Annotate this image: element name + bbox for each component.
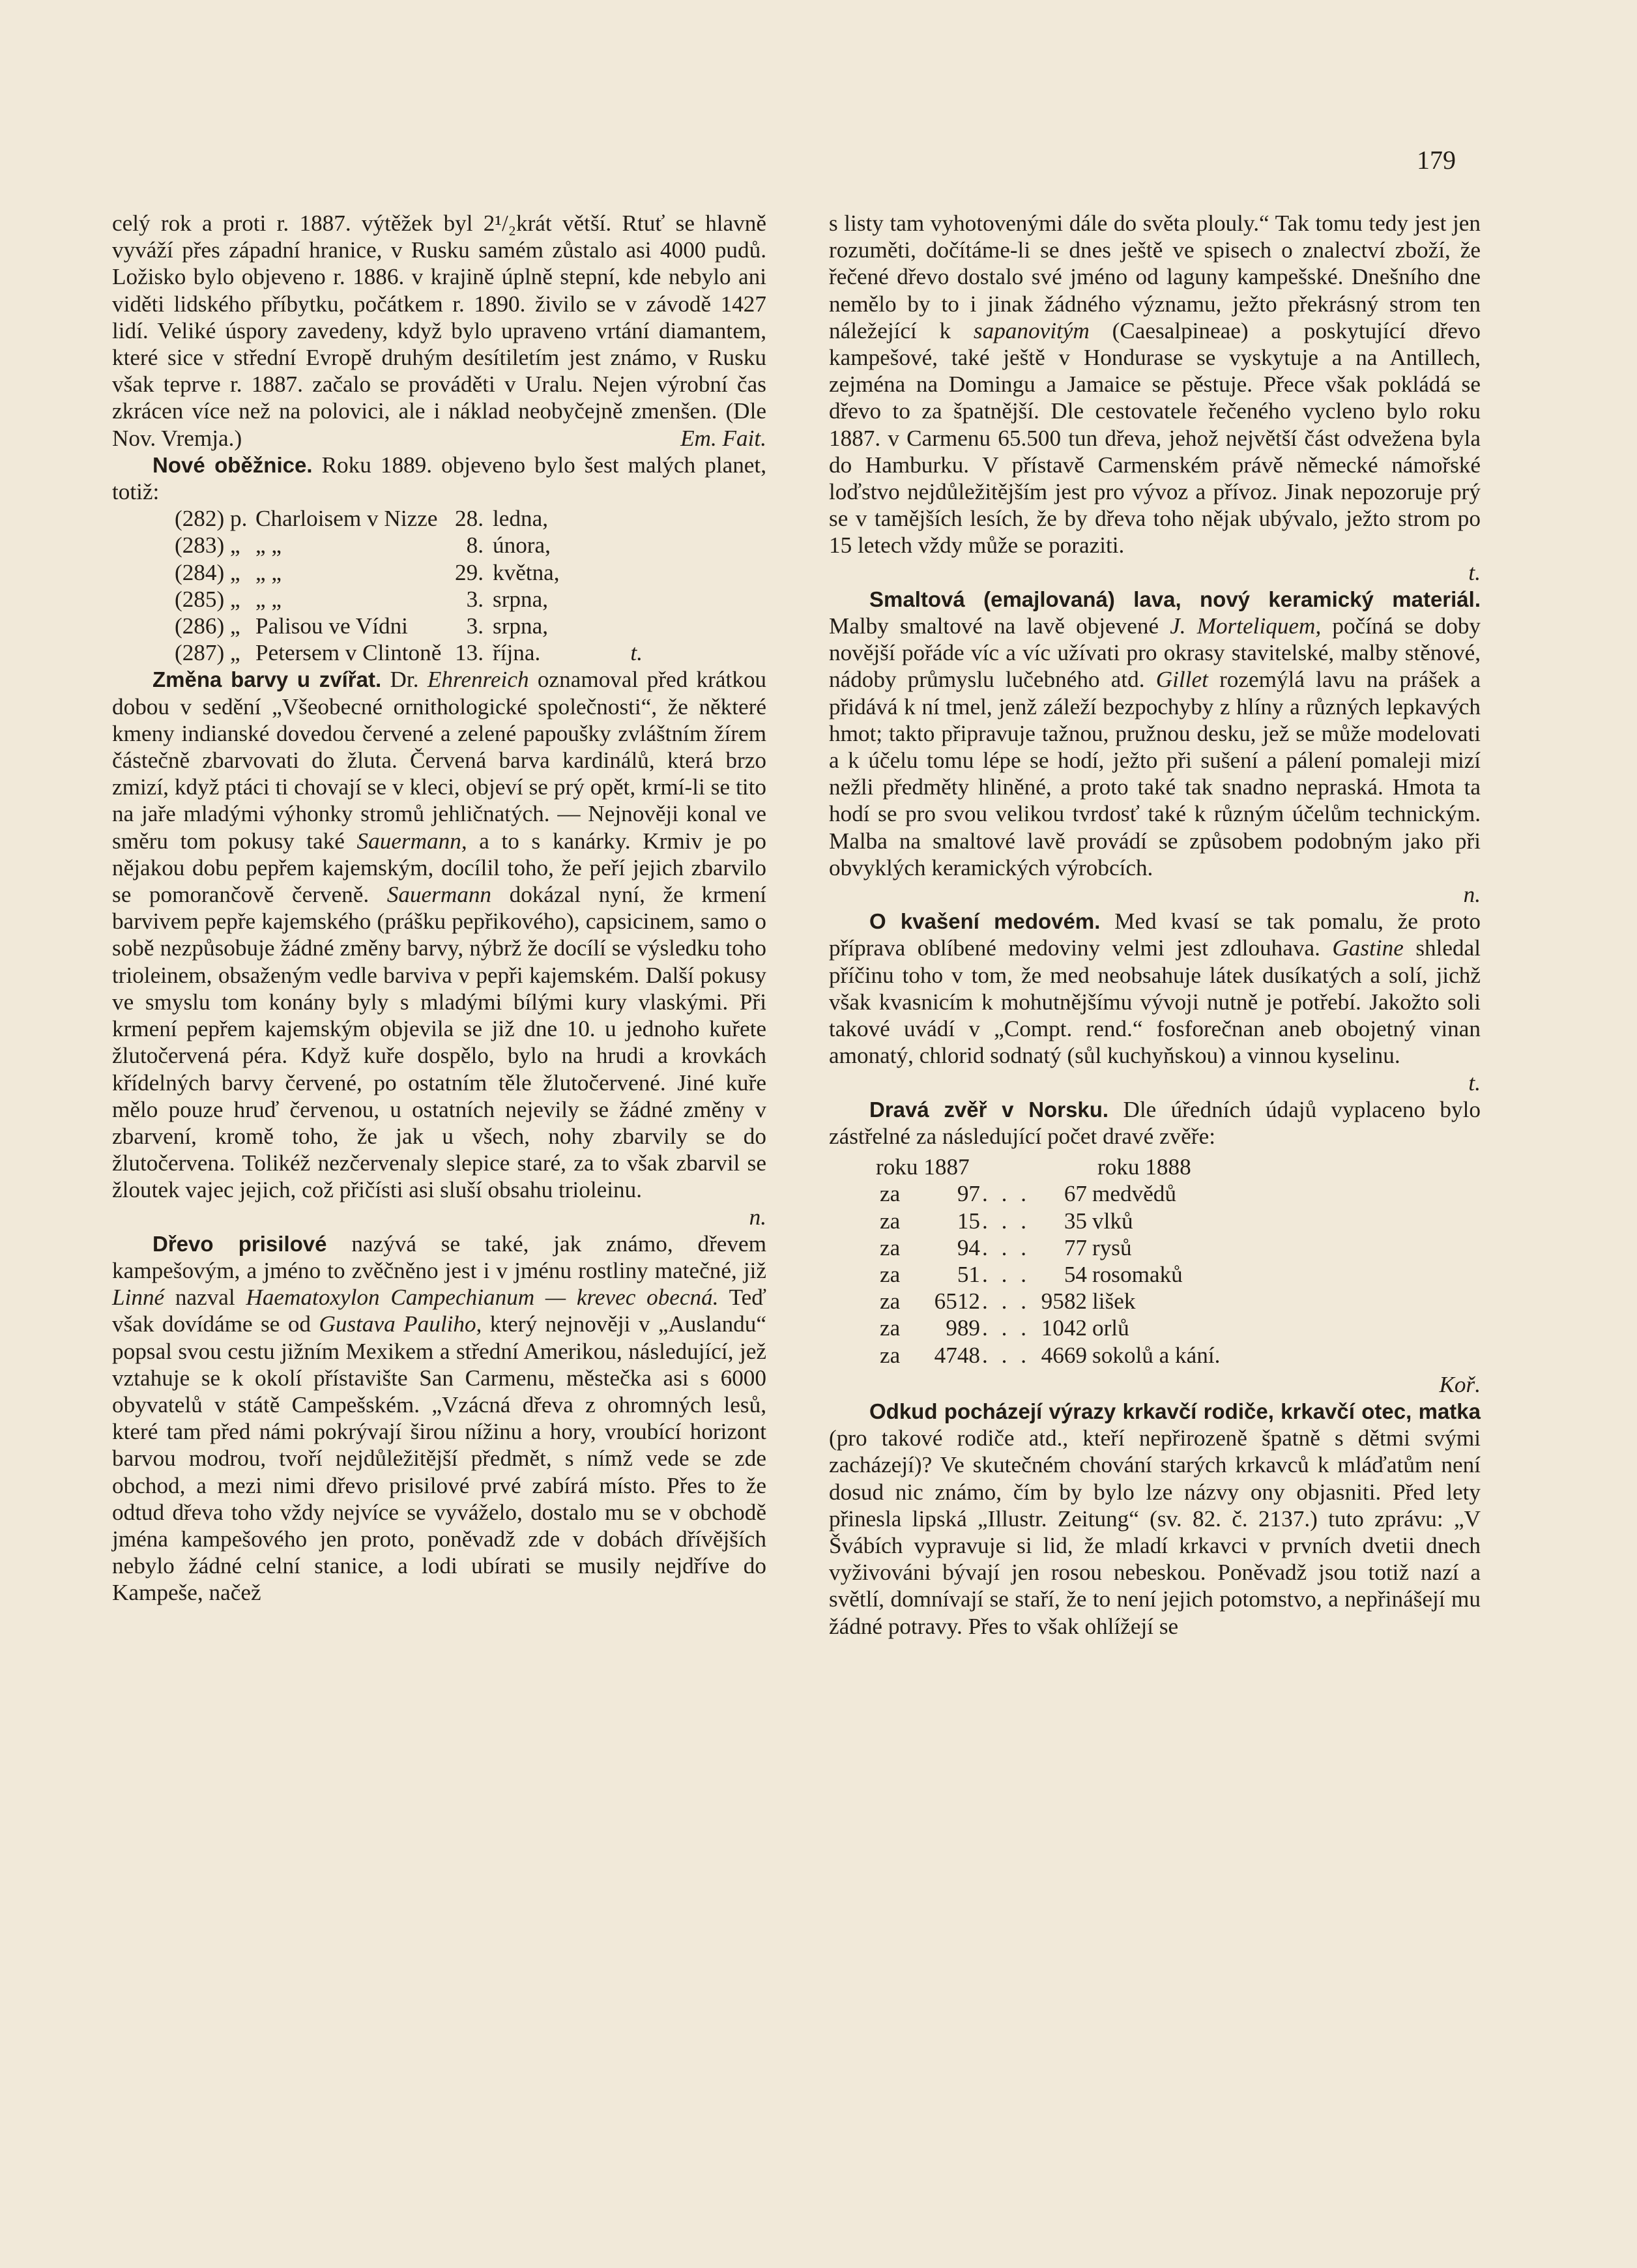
paragraph-text: Med kvasí se tak pomalu, že proto příprava oblíbené medoviny velmi jest zdlouhava. (829, 909, 1481, 961)
section-heading: O kvašení medovém. (869, 909, 1101, 934)
animal-name: lišek (1092, 1288, 1136, 1315)
planet-row (175, 559, 766, 586)
za: za (880, 1234, 901, 1260)
year-header: roku 1887 (876, 1154, 970, 1180)
section-enamel-lava (829, 586, 1481, 908)
hunt-table (829, 1154, 1481, 1369)
planet-month: října. (493, 640, 541, 666)
paragraph-text: který nejnověji v „Auslandu“ popsal svou cestu jižním Mexikem a střední Amerikou, následující, jež vztahuje se k okolí přístavište San Carmenu, městečka asi s 6000 obyvatelů v státě Campešském. „Vzácná dřeva z ohromných lesů, které tam před námi pokrývají širou nížinu a hory, vroubící horizont barvou modrou, tvoří nejdůležitější předmět, s nímž vede se zde obchod, a mezi nimi dřevo prisilové prvé zabírá místo. Přes to že odtud dřeva toho vždy nejvíce se vyváželo, dostalo mu se v obchodě jména kampešového jen proto, poněvadž zde v dobách dřívějších nebylo žádné celní stanice, a lodi ubírati se musily nejdříve do Kampeše, načež (112, 1311, 766, 1606)
count-1887: 6512 (934, 1288, 980, 1315)
hunt-row (829, 1208, 1481, 1234)
leader-dots: . . . (982, 1234, 1030, 1260)
right-column (829, 210, 1481, 1640)
leader-dots: . . . (982, 1181, 1030, 1207)
za: za (880, 1288, 901, 1315)
section-logwood (112, 1230, 766, 1606)
count-1887: 94 (957, 1234, 980, 1260)
author-signature: n. (749, 1204, 766, 1230)
latin-name: Haematoxylon Campechianum — krevec obecná. (246, 1285, 719, 1311)
paragraph-logwood-cont (829, 210, 1481, 586)
planet-observer: „ „ (255, 532, 282, 559)
planet-number: (287) „ (175, 640, 240, 666)
author-signature: t. (1468, 559, 1481, 585)
planet-month: srpna, (493, 586, 549, 612)
count-1888: 35 (1064, 1208, 1087, 1234)
planet-number: (283) „ (175, 532, 240, 559)
planet-day: 28. (455, 506, 484, 532)
planet-day: 3. (466, 613, 484, 639)
left-column (112, 210, 766, 1606)
section-heading: Odkud pocházejí výrazy krkavčí rodiče, krkavčí otec, matka (869, 1399, 1481, 1423)
author-signature: Em. Fait. (680, 425, 766, 451)
count-1888: 4669 (1041, 1342, 1087, 1368)
planet-list (175, 505, 766, 666)
planet-month: května, (493, 559, 560, 585)
za: za (880, 1342, 901, 1368)
animal-name: sokolů a kání. (1092, 1342, 1221, 1368)
planet-observer: Charloisem v Nizze (255, 506, 438, 532)
planet-day: 13. (455, 640, 484, 666)
person-name: J. Morteliquem, (1170, 613, 1322, 639)
person-name: Sauermann, (356, 828, 467, 854)
year-header: roku 1888 (1097, 1154, 1191, 1180)
planet-number: (285) „ (175, 586, 240, 612)
planet-row (175, 532, 766, 559)
section-raven-parents (829, 1398, 1481, 1640)
paragraph-text: celý rok a proti r. 1887. výtěžek byl 2¹/₂krát větší. Rtuť se hlavně vyváží přes západní hranice, v Rusku samém zůstalo asi 4000 pudů. Ložisko bylo objeveno r. 1886. v krajině úplně stepní, kde nebylo ani viděti lidského příbytku, počátkem r. 1890. živilo se v závodě 1427 lidí. Veliké úspory zavedeny, když bylo upraveno vrtání diamantem, které sice v střední Evropě druhým desítiletím jest známo, v Rusku však teprve r. 1887. začalo se prováděti v Uralu. Nejen výrobní čas zkrácen více než na polovici, ale i náklad neobyčejně zmenšen. (Dle Nov. Vremja.) (112, 211, 766, 451)
planet-observer: Palisou ve Vídni (255, 613, 408, 639)
planet-observer: „ „ (255, 559, 282, 585)
signature-line (829, 1371, 1481, 1398)
section-heading: Smaltová (emajlovaná) lava, nový keramický materiál. (869, 587, 1481, 611)
section-color-change (112, 666, 766, 1230)
planet-row (175, 505, 766, 532)
paragraph-text: nazval (175, 1285, 235, 1311)
paragraph-text: a to s kanárky. Krmiv je po nějakou dobu pepřem kajemským, docílil toho, že peří jejich zbarvilo se pomorančově červeně. (112, 828, 767, 908)
author-signature: t. (1468, 1069, 1481, 1096)
botanical-term: sapanovitým (973, 317, 1090, 343)
planet-author: t. (630, 640, 643, 666)
planet-day: 8. (466, 532, 484, 559)
count-1887: 4748 (934, 1342, 980, 1368)
section-heading: Dravá zvěř v Norsku. (869, 1097, 1109, 1122)
planet-author (610, 586, 643, 613)
author-signature: Koř. (1439, 1371, 1481, 1397)
paragraph-text: Roku 1889. objeveno bylo šest malých planet, totiž: (112, 452, 766, 505)
count-1888: 54 (1064, 1261, 1087, 1287)
za: za (880, 1181, 901, 1207)
count-1888: 77 (1064, 1234, 1087, 1260)
section-new-planets (112, 452, 766, 505)
planet-row (175, 613, 766, 639)
paragraph-text: oznamoval před krátkou dobou v sedění „Všeobecné ornithologické společnosti“, že některé kmeny indianské dovedou červené a zelené papoušky zvláštním žírem částečně zbarvovati do žluta. Červená barva kardinálů, která brzo zmizí, když ptáci ti chovají se v kleci, objeví se prý opět, krmí-li se tito na jaře mladými výhonky stromů jehličnatých. — Nejnověji konal ve směru tom pokusy také (112, 667, 767, 854)
planet-number: (284) „ (175, 559, 240, 585)
count-1888: 9582 (1041, 1288, 1087, 1315)
planet-author (610, 559, 643, 586)
paragraph-text: (Caesalpineae) a poskytující dřevo kampešové, také ještě v Hondurase se vyskytuje a na Antillech, zejména na Domingu a Jamaice se pěstuje. Přece však pokládá se dřevo to za špatnější. Dle cestovatele řečeného vycleno bylo roku 1887. v Carmenu 65.500 tun dřeva, jehož největší část odvežena byla do Hamburku. V přístavě Carmenském právě německé námořské loďstvo nejdůležitějším jest pro vývoz a přívoz. Jinak nepozoruje prý se v tamějších lesích, že by dřeva toho nějak ubývalo, ježto strom po 15 letech vždy může se poraziti. (829, 317, 1481, 559)
paragraph-mercury (112, 210, 766, 452)
planet-month: února, (493, 532, 551, 559)
count-1888: 67 (1064, 1181, 1087, 1207)
paragraph-text: počíná se doby novější pořáde víc a víc užívati pro okrasy stavitelské, malby stěnové, nádoby průmyslu lučebného atd. (829, 613, 1481, 693)
planet-row (175, 639, 766, 666)
paragraph-text: Dle úředních údajů vyplaceno bylo zástřelné za následující počet dravé zvěře: (829, 1096, 1481, 1149)
planet-number: (286) „ (175, 613, 240, 639)
leader-dots: . . . (982, 1342, 1030, 1368)
hunt-row (829, 1234, 1481, 1261)
planet-observer: „ „ (255, 586, 282, 612)
hunt-table-rows (829, 1180, 1481, 1368)
paragraph-text: Teď však dovídáme se od (112, 1285, 766, 1337)
hunt-row (829, 1261, 1481, 1288)
paragraph-text: Malby smaltové na lavě objevené (829, 613, 1159, 639)
leader-dots: . . . (982, 1315, 1030, 1341)
animal-name: orlů (1092, 1315, 1129, 1341)
paragraph-text: shledal příčinu toho v tom, že med neobsahuje látek dusíkatých a solí, jichž však kvasnicím k mohutnějšímu vývoji nutně je potřebí. Jakožto soli takové uvádí v „Compt. rend.“ fosforečnan aneb obojetný vinan amonatý, chlorid sodnatý (sůl kuchyňskou) a vinnou kyselinu. (829, 935, 1481, 1069)
planet-observer: Petersem v Clintoně (255, 640, 442, 666)
person-name: Linné (112, 1285, 165, 1311)
count-1887: 97 (957, 1181, 980, 1207)
leader-dots: . . . (982, 1261, 1030, 1287)
animal-name: rysů (1092, 1234, 1132, 1260)
paragraph-text: s listy tam vyhotovenými dále do světa plouly.“ Tak tomu tedy jest jen rozuměti, dočítáme-li se dnes ještě ve spisech o znalectví zboží, že řečené dřevo dostalo své jméno od laguny kampešské. Dnešního dne nemělo by to i jinak žádného významu, ježto překrásný strom ten náležející k (829, 211, 1481, 343)
za: za (880, 1208, 901, 1234)
leader-dots: . . . (982, 1208, 1030, 1234)
page-number: 179 (1417, 145, 1456, 175)
planet-row (175, 586, 766, 613)
count-1888: 1042 (1041, 1315, 1087, 1341)
person-name: Gustava Pauliho, (319, 1311, 482, 1337)
hunt-row (829, 1288, 1481, 1315)
section-heading: Dřevo prisilové (152, 1231, 327, 1256)
count-1887: 51 (957, 1261, 980, 1287)
planet-number: (282) p. (175, 506, 248, 532)
animal-name: medvědů (1092, 1181, 1176, 1207)
za: za (880, 1315, 901, 1341)
planet-author (610, 532, 643, 559)
leader-dots: . . . (982, 1288, 1030, 1315)
planet-month: ledna, (493, 506, 548, 532)
person-name: Sauermann (386, 882, 492, 908)
person-name: Ehrenreich (427, 667, 529, 693)
section-predators-norway (829, 1096, 1481, 1150)
planet-month: srpna, (493, 613, 549, 639)
author-signature: n. (1463, 882, 1481, 908)
paragraph-text: (pro takové rodiče atd., kteří nepřirozeně špatně s dětmi svými zacházejí)? Ve skutečném chování starých krkavců k mláďatům není dosud nic známo, čím by bylo lze názvy ony objasniti. Před lety přinesla lipská „Illustr. Zeitung“ (sv. 82. č. 2137.) tuto zprávu: „V Švábích vypravuje si lid, že mladí krkavci v prvních dvetii dnech vyživováni bývají jen rosou nebeskou. Poněvadž jsou totiž nazí a světlí, domnívají se staří, že to není jejich potomstvo, a nepřinášejí mu žádné potravy. Přes to však ohlížejí se (829, 1425, 1481, 1639)
planet-day: 29. (455, 559, 484, 585)
person-name: Gillet (1155, 667, 1208, 693)
count-1887: 15 (957, 1208, 980, 1234)
hunt-row (829, 1342, 1481, 1369)
hunt-row (829, 1180, 1481, 1207)
animal-name: vlků (1092, 1208, 1133, 1234)
paragraph-text: nazývá se také, jak známo, dřevem kampešovým, a jméno to zvěčněno jest i v jménu rostliny matečné, již (112, 1230, 766, 1283)
count-1887: 989 (946, 1315, 980, 1341)
paragraph-text: dokázal nyní, že krmení barvivem pepře kajemského (prášku pepřikového), capsicinem, samo o sobě nezpůsobuje žádné změny barvy, nýbrž že docílí se výsledku toho trioleinem, obsaženým vedle barviva v pepři kajemském. Další pokusy ve smyslu tom konány byly s mladými bílými kury vlaskými. Při krmení pepřem kajemským objevila se již dne 10. u jednoho kuřete žlutočervená péra. Když kuře dospělo, bylo na hrudi a krovkách křídelných barvy červené, po ostatním těle žlutočervené. Jiné kuře mělo pouze hruď červenou, u ostatních nejevily se žádné změny v zbarvení, kromě toho, že jak u všech, nohy zbarvily se do žlutočervena. Tolikéž nezčervenaly slepice staré, za to však zbarvil se žloutek vajec jejich, což přičísti asi sluší obsahu trioleinu. (112, 882, 767, 1203)
planet-author (610, 613, 643, 639)
paragraph-text: rozemýlá lavu na prášek a přidává k ní tmel, jenž záleží bezpochyby z hlíny a různých lepkavých hmot; takto připravuje tažnou, pružnou desku, jež se může modelovati a k účelu tomu lépe se hodí, ježto při sušení a pálení pomaleji mizí nežli předměty hliněné, a proto také tak snadno nepraská. Hmota ta hodí se pro svou velikou tvrdosť také k různým účelům technickým. Malba na smaltové lavě provádí se způsobem podobným jako při obvyklých keramických výrobcích. (829, 667, 1481, 880)
paragraph-text: Dr. (390, 667, 419, 693)
animal-name: rosomaků (1092, 1261, 1183, 1287)
section-heading: Změna barvy u zvířat. (152, 667, 382, 692)
hunt-table-header (829, 1154, 1481, 1180)
person-name: Gastine (1332, 935, 1404, 961)
hunt-row (829, 1315, 1481, 1341)
za: za (880, 1261, 901, 1287)
section-heading: Nové oběžnice. (152, 452, 313, 477)
planet-day: 3. (466, 586, 484, 612)
planet-author (610, 505, 643, 532)
section-honey-fermentation (829, 908, 1481, 1096)
